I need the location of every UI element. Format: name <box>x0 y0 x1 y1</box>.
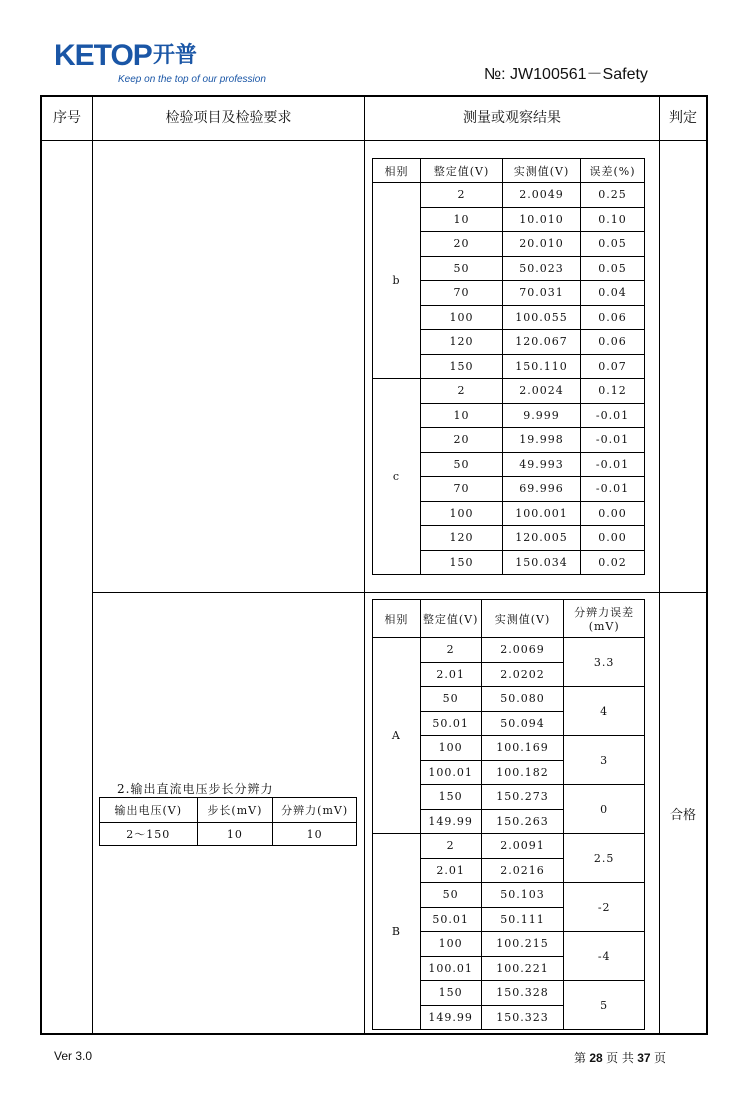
table-cell: 10.010 <box>503 207 581 232</box>
table-cell: 150 <box>420 981 481 1006</box>
table-cell: 0.04 <box>581 281 645 306</box>
table-cell: 50 <box>420 883 481 908</box>
resolution-error-cell: 4 <box>564 687 645 736</box>
table-cell: 0.00 <box>581 501 645 526</box>
phase-cell: B <box>373 834 421 1030</box>
table-cell: 50.023 <box>503 256 581 281</box>
table-cell: 10 <box>421 403 503 428</box>
frame-header-divider <box>40 140 708 141</box>
table-cell: 9.999 <box>503 403 581 428</box>
table-cell: 2.0091 <box>481 834 564 859</box>
column-header: 分辨力误差(mV) <box>564 600 645 638</box>
column-divider-3 <box>659 95 660 1035</box>
table-cell: 19.998 <box>503 428 581 453</box>
column-divider-2 <box>364 95 365 1035</box>
step-resolution-table <box>99 797 357 846</box>
table-cell: 100 <box>421 501 503 526</box>
table-cell: 2 <box>420 638 481 663</box>
table-cell: 2.01 <box>420 858 481 883</box>
table-header-row <box>373 600 645 638</box>
table-cell: 0.05 <box>581 232 645 257</box>
table-cell: 150.263 <box>481 809 564 834</box>
table-cell: 100.169 <box>481 736 564 761</box>
column-header: 实测值(V) <box>481 600 564 638</box>
table-cell: 150.110 <box>503 354 581 379</box>
table-cell: 149.99 <box>420 1005 481 1030</box>
table-cell: 2.0216 <box>481 858 564 883</box>
table-cell: 20.010 <box>503 232 581 257</box>
document-number: №: JW100561－Safety <box>484 66 648 83</box>
column-header: 实测值(V) <box>503 159 581 183</box>
table-row <box>373 183 645 208</box>
logo-tagline: Keep on the top of our profession <box>118 74 266 85</box>
table-cell: 0.10 <box>581 207 645 232</box>
voltage-error-table <box>372 158 645 575</box>
logo-chinese: 开普 <box>153 43 198 68</box>
phase-cell: b <box>373 183 421 379</box>
table-cell: 150.328 <box>481 981 564 1006</box>
table-cell: 2 <box>421 183 503 208</box>
resolution-error-cell: -2 <box>564 883 645 932</box>
table-cell: -0.01 <box>581 403 645 428</box>
step-table-header: 步长(mV) <box>197 798 273 823</box>
resolution-error-cell: 2.5 <box>564 834 645 883</box>
frame-left-border <box>40 95 42 1035</box>
column-header: 相别 <box>373 159 421 183</box>
table-row <box>373 638 645 663</box>
table-cell: -0.01 <box>581 452 645 477</box>
table-cell: 20 <box>421 232 503 257</box>
table-cell: 0.00 <box>581 526 645 551</box>
table-cell: 150 <box>421 354 503 379</box>
table-cell: 50 <box>421 256 503 281</box>
table-cell: 100.055 <box>503 305 581 330</box>
page-mid: 页 共 <box>606 1051 634 1065</box>
resolution-error-cell: 0 <box>564 785 645 834</box>
table-header-row <box>373 159 645 183</box>
table-cell: 0.12 <box>581 379 645 404</box>
step-table-cell: 2～150 <box>100 823 198 846</box>
table-cell: 2.0069 <box>481 638 564 663</box>
item2-title: 2.输出直流电压步长分辨力 <box>117 782 274 796</box>
table-cell: 2 <box>421 379 503 404</box>
table-cell: 50.094 <box>481 711 564 736</box>
table-cell: 100 <box>420 736 481 761</box>
table-cell: 2.0049 <box>503 183 581 208</box>
table-cell: 150.034 <box>503 550 581 575</box>
column-header: 相别 <box>373 600 421 638</box>
table-cell: 100.01 <box>420 760 481 785</box>
table-cell: 0.02 <box>581 550 645 575</box>
table-cell: 50 <box>420 687 481 712</box>
header-judge: 判定 <box>669 110 697 126</box>
step-table-cell: 10 <box>197 823 273 846</box>
table-cell: 49.993 <box>503 452 581 477</box>
page-current: 28 <box>589 1051 603 1065</box>
step-table-cell: 10 <box>273 823 357 846</box>
table-cell: 2.0202 <box>481 662 564 687</box>
frame-right-border <box>706 95 708 1035</box>
table-cell: 100.001 <box>503 501 581 526</box>
step-table-header: 输出电压(V) <box>100 798 198 823</box>
table-cell: 120.067 <box>503 330 581 355</box>
table-cell: 120.005 <box>503 526 581 551</box>
table-cell: -0.01 <box>581 428 645 453</box>
table-cell: 150.323 <box>481 1005 564 1030</box>
resolution-error-cell: 3 <box>564 736 645 785</box>
header-item: 检验项目及检验要求 <box>165 110 292 126</box>
step-table-header: 分辨力(mV) <box>273 798 357 823</box>
table-cell: 0.07 <box>581 354 645 379</box>
resolution-error-cell: -4 <box>564 932 645 981</box>
header-no: 序号 <box>53 110 81 126</box>
table-row <box>373 379 645 404</box>
page-total: 37 <box>637 1051 651 1065</box>
table-cell: 70.031 <box>503 281 581 306</box>
table-cell: -0.01 <box>581 477 645 502</box>
table-cell: 70 <box>421 477 503 502</box>
frame-bottom-border <box>40 1033 708 1035</box>
table-cell: 150.273 <box>481 785 564 810</box>
logo-text: KETOP <box>54 39 152 72</box>
page-prefix: 第 <box>574 1051 587 1065</box>
table-cell: 120 <box>421 330 503 355</box>
page-suffix: 页 <box>653 1051 666 1065</box>
table-cell: 149.99 <box>420 809 481 834</box>
table-cell: 69.996 <box>503 477 581 502</box>
phase-cell: c <box>373 379 421 575</box>
table-cell: 120 <box>421 526 503 551</box>
table-cell: 0.06 <box>581 305 645 330</box>
resolution-error-cell: 3.3 <box>564 638 645 687</box>
table-cell: 20 <box>421 428 503 453</box>
table-cell: 0.06 <box>581 330 645 355</box>
table-cell: 100 <box>420 932 481 957</box>
table-cell: 100.182 <box>481 760 564 785</box>
table-cell: 50.01 <box>420 711 481 736</box>
judgement-result: 合格 <box>669 808 696 823</box>
table-cell: 0.05 <box>581 256 645 281</box>
table-cell: 100.215 <box>481 932 564 957</box>
phase-cell: A <box>373 638 421 834</box>
table-cell: 50.103 <box>481 883 564 908</box>
page-indicator <box>574 1049 666 1066</box>
resolution-error-table <box>372 599 645 1030</box>
column-header: 整定值(V) <box>421 159 503 183</box>
table-cell: 50.111 <box>481 907 564 932</box>
table-cell: 10 <box>421 207 503 232</box>
table-cell: 50.01 <box>420 907 481 932</box>
table-cell: 70 <box>421 281 503 306</box>
table-cell: 2.01 <box>420 662 481 687</box>
table-cell: 0.25 <box>581 183 645 208</box>
column-header: 整定值(V) <box>420 600 481 638</box>
table-cell: 2 <box>420 834 481 859</box>
table-cell: 2.0024 <box>503 379 581 404</box>
row-divider <box>92 592 708 593</box>
table-cell: 50 <box>421 452 503 477</box>
resolution-error-cell: 5 <box>564 981 645 1030</box>
table-cell: 50.080 <box>481 687 564 712</box>
header-result: 测量或观察结果 <box>463 110 561 126</box>
table-cell: 100.01 <box>420 956 481 981</box>
column-divider-1 <box>92 95 93 1035</box>
column-header: 误差(%) <box>581 159 645 183</box>
table-cell: 100 <box>421 305 503 330</box>
table-cell: 150 <box>421 550 503 575</box>
version-label: Ver 3.0 <box>54 1049 93 1063</box>
table-cell: 100.221 <box>481 956 564 981</box>
table-row <box>373 834 645 859</box>
table-cell: 150 <box>420 785 481 810</box>
company-logo <box>54 40 294 90</box>
